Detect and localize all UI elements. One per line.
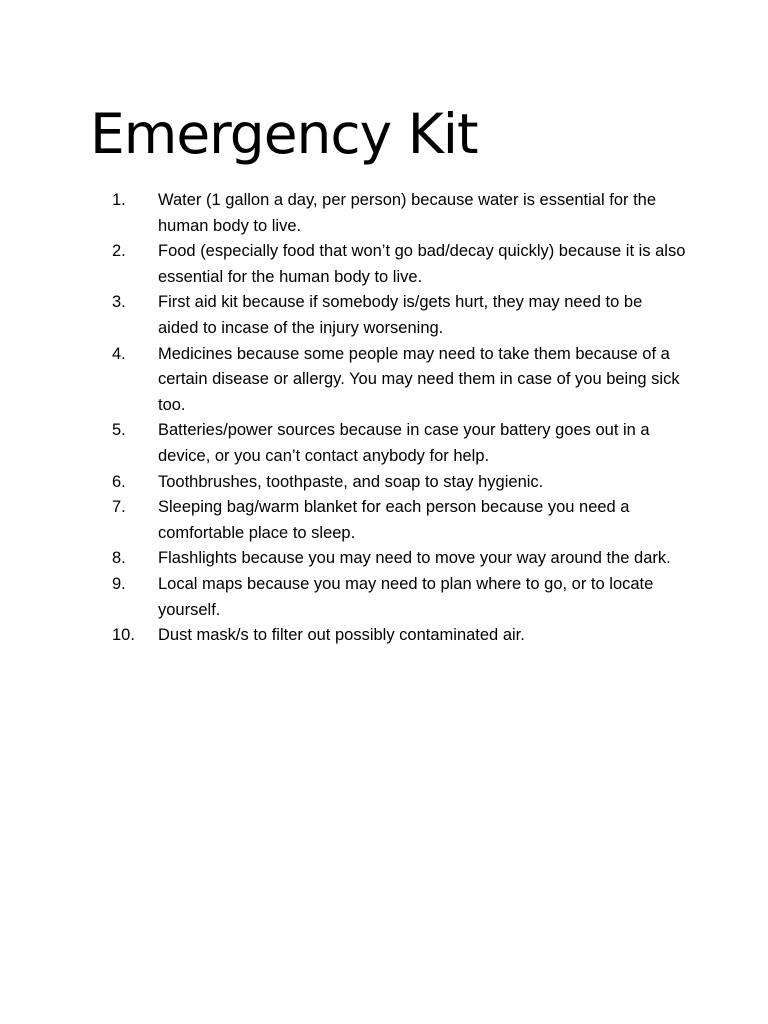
list-item-number: 2. [112,242,126,261]
list-item-text: Flashlights because you may need to move your way around the dark. [158,549,671,568]
list-item-text: Water (1 gallon a day, per person) because water is essential for the human body to live. [158,191,657,235]
emergency-kit-list [0,188,768,649]
list-item-number: 7. [112,498,126,517]
list-item-text: Medicines because some people may need to take them because of a certain disease or allergy. You may need them in case of you being sick too. [158,344,680,414]
list-item-number: 4. [112,344,126,363]
list-item-text: Food (especially food that won’t go bad/decay quickly) because it is also essential for the human body to live. [158,242,686,286]
list-item-number: 5. [112,421,126,440]
list-item-text: First aid kit because if somebody is/gets hurt, they may need to be aided to incase of the injury worsening. [158,293,643,337]
list-item [0,342,686,419]
list-item-number: 3. [112,293,126,312]
list-item-text: Dust mask/s to filter out possibly contaminated air. [158,626,525,645]
list-item-text: Batteries/power sources because in case your battery goes out in a device, or you can’t contact anybody for help. [158,421,650,465]
list-item [0,546,686,572]
list-item [0,418,686,469]
list-item [0,239,686,290]
list-item-number: 8. [112,549,126,568]
document-title: Emergency Kit [90,102,478,166]
list-item-number: 10. [112,626,135,645]
list-item-text: Toothbrushes, toothpaste, and soap to stay hygienic. [158,472,544,491]
list-item [0,495,686,546]
list-item [0,470,686,496]
list-item [0,572,686,623]
list-item [0,623,686,649]
list-item-number: 6. [112,472,126,491]
list-item-number: 1. [112,191,126,209]
list-item [0,188,686,239]
list-item-text: Sleeping bag/warm blanket for each person because you need a comfortable place to sleep. [158,498,630,542]
list-item-text: Local maps because you may need to plan where to go, or to locate yourself. [158,574,654,619]
list-item-number: 9. [112,574,126,593]
list-item [0,290,686,341]
